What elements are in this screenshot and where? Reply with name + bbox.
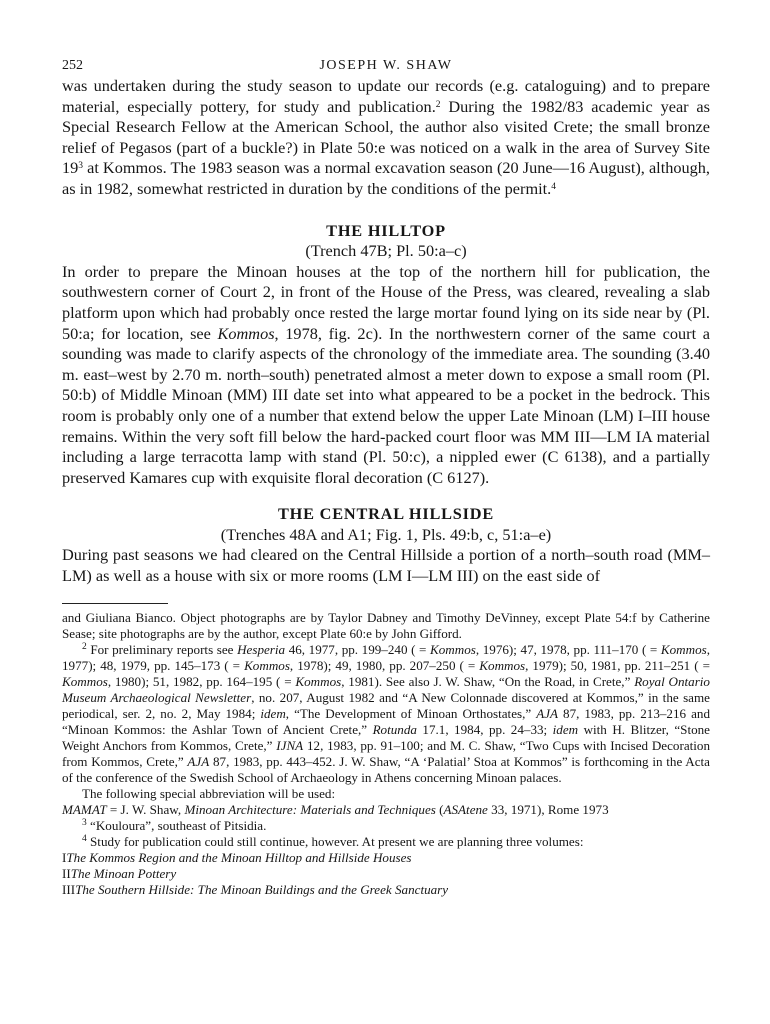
volume-number: I <box>62 849 67 865</box>
footnote-ref: 2 <box>435 99 441 110</box>
text-run: In order to prepare the Minoan houses at the top of the northern hill for publication, the southwestern corner of Court 2, in front of the House of the Press, was cleared, revealing a slab platform upon which had probably once rested the large mortar found lying on its side near by (Pl. 50:a; for location, see <box>62 261 710 343</box>
footnote-2 <box>62 642 710 786</box>
text-run: 87, 1983, pp. 443–452. J. W. Shaw, “A ‘Palatial’ Stoa at Kommos” is forthcoming in the Acta of the conference of the Swedish School of Archaeology in Athens concerning Minoan palaces. <box>62 753 710 785</box>
volume-number: II <box>62 865 71 881</box>
section-title-central-hillside: THE CENTRAL HILLSIDE <box>278 504 494 524</box>
section-title-hilltop: THE HILLTOP <box>326 220 446 240</box>
italic-text: Royal Ontario Museum Archaeological Newsletter <box>62 673 710 705</box>
text-run: with H. Blitzer, “Stone Weight Anchors from Kommos, Crete,” <box>62 721 710 753</box>
text-run: , 1981). See also J. W. Shaw, “On the Road, in Crete,” <box>341 673 635 689</box>
italic-text: AJA <box>187 753 210 769</box>
text-run: 17.1, 1984, pp. 24–33; <box>416 721 553 737</box>
volume-item <box>62 866 710 882</box>
italic-text: Rotunda <box>372 721 417 737</box>
volume-item <box>62 850 710 866</box>
footnote-ref: 4 <box>82 833 87 844</box>
text-run: During past seasons we had cleared on the Central Hillside a portion of a north–south road (MM–LM) as well as a house with six or more rooms (LM I—LM III) on the east side of <box>62 545 710 586</box>
italic-text: Kommos <box>217 323 275 343</box>
text-run: 33, 1971), Rome 1973 <box>487 801 609 817</box>
italic-text: IJNA <box>276 737 304 753</box>
text-run: , 1977); 48, 1979, pp. 145–173 ( = <box>62 641 711 673</box>
text-run: Study for publication could still continue, however. At present we are planning three volumes: <box>86 833 584 849</box>
volume-list <box>62 850 710 898</box>
volume-item <box>62 882 710 898</box>
text-run: at Kommos. The 1983 season was a normal excavation season (20 June—16 August), although, as in 1982, somewhat restricted in duration by the conditions of the permit. <box>62 158 710 198</box>
italic-text: Minoan Architecture: Materials and Techniques <box>184 801 436 817</box>
spacer <box>62 200 710 221</box>
italic-text: Kommos <box>430 641 476 657</box>
text-run: = J. W. Shaw, <box>106 801 185 817</box>
footnote-ref: 4 <box>551 181 556 192</box>
text-run: , 1979); 50, 1981, pp. 211–251 ( = <box>525 657 711 673</box>
hilltop-paragraph <box>62 262 710 489</box>
footnotes <box>62 610 710 898</box>
text-run: ( <box>435 801 444 817</box>
footnote-3 <box>62 818 710 834</box>
text-run: The following special abbreviation will be used: <box>82 785 336 801</box>
volume-number: III <box>62 881 76 897</box>
text-run: , 1980); 51, 1982, pp. 164–195 ( = <box>107 673 296 689</box>
text-run: 87, 1983, pp. 213–216 and “Minoan Kommos: the Ashlar Town of Ancient Crete,” <box>62 705 710 737</box>
running-title: JOSEPH W. SHAW <box>319 58 453 73</box>
text-run: , 1978, fig. 2c). In the northwestern corner of the same court a sounding was made to clarify aspects of the chronology of the immediate area. The sounding (3.40 m. east–west by 2.70 m. north–south) penetrated almost a meter down to expose a small room (Pl. 50:b) of Middle Minoan (MM) III date set into what appeared to be a pocket in the bedrock. This room is probably only one of a number that extend below the upper Late Minoan (LM) I–III house remains. Within the very soft fill below the hard-packed court floor was MM III—LM IA material including a large terracotta lamp with stand (Pl. 50:c), a nippled ewer (C 6138), and a partially preserved Kamares cup with exquisite floral decoration (C 6127). <box>62 323 710 487</box>
italic-text: Kommos <box>479 657 526 673</box>
footnote-continued <box>62 610 710 642</box>
italic-text: Hesperia <box>237 641 286 657</box>
volume-title: The Minoan Pottery <box>70 865 177 881</box>
volume-title: The Southern Hillside: The Minoan Buildings and the Greek Sanctuary <box>75 881 449 897</box>
section-subtitle-central-hillside: (Trenches 48A and A1; Fig. 1, Pls. 49:b, c, 51:a–e) <box>220 524 552 544</box>
section-subtitle-hilltop: (Trench 47B; Pl. 50:a–c) <box>305 241 467 261</box>
page <box>62 46 710 898</box>
intro-paragraph <box>62 76 710 200</box>
text-run: and Giuliana Bianco. Object photographs are by Taylor Dabney and Timothy DeVinney, except Plate 54:f by Catherine Sease; site photographs are by the author, except Plate 60:e by John Gifford. <box>62 609 710 641</box>
italic-text: idem <box>552 721 579 737</box>
text-run: For preliminary reports see <box>86 641 238 657</box>
text-run: was undertaken during the study season to update our records (e.g. cataloguing) and to prepare material, especially pottery, for study and publication. <box>62 76 710 116</box>
footnote-ref: 3 <box>78 161 84 172</box>
italic-text: Kommos <box>244 657 290 673</box>
text-run: , 1976); 47, 1978, pp. 111–170 ( = <box>475 641 661 657</box>
text-run: 12, 1983, pp. 91–100; and M. C. Shaw, “Two Cups with Incised Decoration from Kommos, Crete,” <box>62 737 711 769</box>
italic-text: idem <box>260 705 286 721</box>
footnote-abbrev-intro <box>62 786 710 802</box>
footnote-rule <box>62 603 168 604</box>
italic-text: ASAtene <box>443 801 488 817</box>
italic-text: MAMAT <box>62 801 107 817</box>
italic-text: AJA <box>536 705 559 721</box>
text-run: During the 1982/83 academic year as Special Research Fellow at the American School, the author also visited Crete; the small bronze relief of Pegasos (part of a buckle?) in Plate 50:e was noticed on a walk in the area of Survey Site 19 <box>62 96 710 178</box>
spacer <box>62 488 710 504</box>
text-run: 46, 1977, pp. 199–240 ( = <box>285 641 431 657</box>
volume-title: The Kommos Region and the Minoan Hilltop and Hillside Houses <box>66 849 412 865</box>
italic-text: Kommos <box>62 673 108 689</box>
footnote-abbrev <box>62 802 710 818</box>
footnote-ref: 3 <box>82 817 87 828</box>
text-run: , “The Development of Minoan Orthostates,” <box>285 705 537 721</box>
text-run: , 1978); 49, 1980, pp. 207–250 ( = <box>289 657 480 673</box>
text-run: “Kouloura”, southeast of Pitsidia. <box>86 817 267 833</box>
running-head <box>62 46 710 76</box>
text-run: , no. 207, August 1982 and “A New Colonnade discovered at Kommos,” in the same periodical, ser. 2, no. 2, May 1984; <box>62 689 710 721</box>
page-number: 252 <box>62 58 83 73</box>
central-hillside-paragraph <box>62 545 710 586</box>
italic-text: Kommos <box>295 673 342 689</box>
footnote-4 <box>62 834 710 850</box>
italic-text: Kommos <box>660 641 707 657</box>
footnote-ref: 2 <box>82 641 87 652</box>
